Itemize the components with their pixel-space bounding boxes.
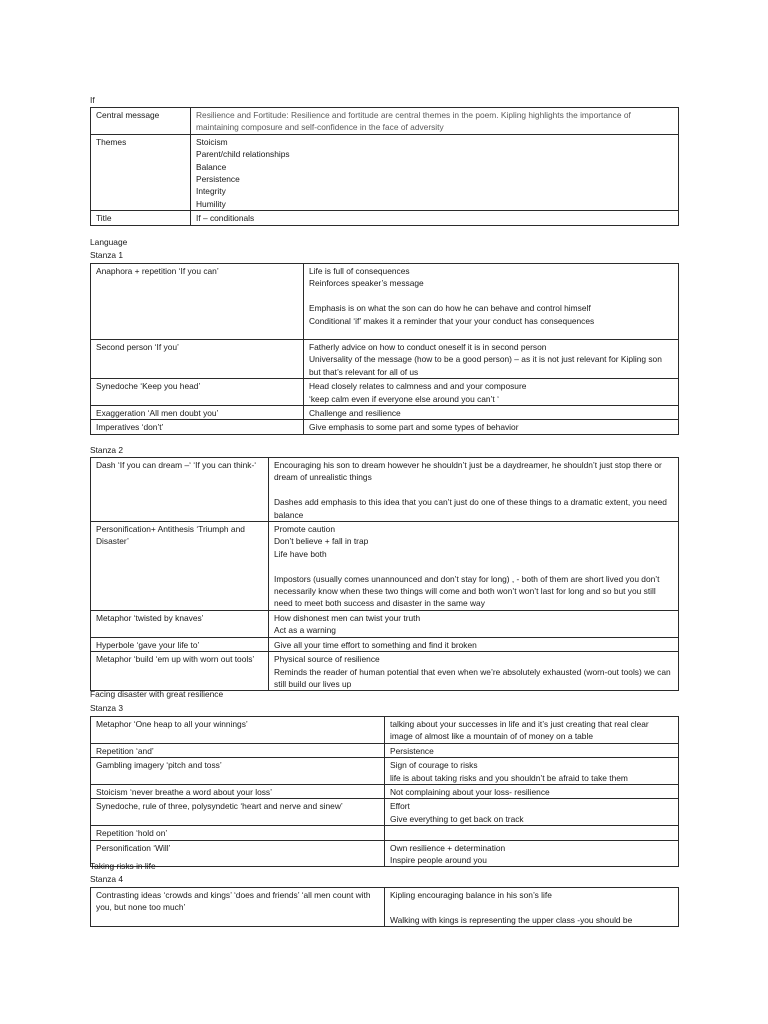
- device-cell: Metaphor ‘build ‘em up with worn out tools’: [91, 652, 269, 691]
- analysis-cell: Promote caution Don’t believe + fall in trap Life have both Impostors (usually comes unannounced and don’t stay for long) , - both of them are short lived you don’t necessarily know when these two things will come and both won’t won’t last for long and so but you still need to meet both success and disaster in the same way: [269, 522, 679, 611]
- device-cell: Metaphor ‘One heap to all your winnings’: [91, 717, 385, 744]
- table-row: [91, 420, 679, 434]
- analysis-cell: Own resilience + determination Inspire people around you: [385, 840, 679, 867]
- table-row: [91, 379, 679, 406]
- device-cell: Repetition ‘hold on’: [91, 826, 385, 840]
- table-row: [91, 134, 679, 210]
- device-cell: Contrasting ideas ‘crowds and kings’ ‘does and friends’ ‘all men count with you, but none too much’: [91, 888, 385, 927]
- explanation-cell: If – conditionals: [191, 211, 679, 225]
- table-row: [91, 108, 679, 135]
- table-row: [91, 758, 679, 785]
- table-row: [91, 264, 679, 340]
- stanza-3-heading: Stanza 3: [90, 703, 124, 713]
- analysis-cell: [385, 826, 679, 840]
- table-row: [91, 785, 679, 799]
- explanation-cell: Resilience and Fortitude: Resilience and fortitude are central themes in the poem. Kipling highlights the importance of maintaining composure and self-confidence in the face of adversity: [191, 108, 679, 135]
- table-row: [91, 826, 679, 840]
- device-cell: Personification ‘Will’: [91, 840, 385, 867]
- analysis-cell: Fatherly advice on how to conduct oneself it is in second person Universality of the message (how to be a good person) – as it is not just relevant for Kipling son but that’s relevant for all of us: [304, 340, 679, 379]
- device-cell: Personification+ Antithesis ‘Triumph and Disaster’: [91, 522, 269, 611]
- analysis-cell: Kipling encouraging balance in his son’s life Walking with kings is representing the upper class -you should be: [385, 888, 679, 927]
- device-cell: Repetition ‘and’: [91, 743, 385, 757]
- analysis-cell: Challenge and resilience: [304, 406, 679, 420]
- device-cell: Synedoche, rule of three, polysyndetic ‘heart and nerve and sinew’: [91, 799, 385, 826]
- table-row: [91, 888, 679, 927]
- stanza-4-table: [90, 887, 679, 927]
- table-row: [91, 799, 679, 826]
- stanza-2-table: [90, 457, 679, 691]
- table-row: [91, 652, 679, 691]
- stanza-4-heading: Stanza 4: [90, 874, 124, 884]
- table-row: [91, 211, 679, 225]
- table-row: [91, 717, 679, 744]
- analysis-cell: Effort Give everything to get back on track: [385, 799, 679, 826]
- section-heading-language: Language: [90, 237, 128, 247]
- device-cell: Imperatives ‘don’t’: [91, 420, 304, 434]
- analysis-cell: Give all your time effort to something and find it broken: [269, 637, 679, 651]
- device-cell: Metaphor ‘twisted by knaves’: [91, 611, 269, 638]
- analysis-cell: How dishonest men can twist your truth Act as a warning: [269, 611, 679, 638]
- stanza-3-summary: Taking risks in life: [90, 861, 156, 871]
- device-cell: Gambling imagery ‘pitch and toss’: [91, 758, 385, 785]
- table-row: [91, 611, 679, 638]
- device-cell: Hyperbole ‘gave your life to’: [91, 637, 269, 651]
- stanza-2-summary: Facing disaster with great resilience: [90, 689, 224, 699]
- stanza-3-table: [90, 716, 679, 867]
- table-row: [91, 522, 679, 611]
- term-cell: Title: [91, 211, 191, 225]
- table-row: [91, 637, 679, 651]
- device-cell: Anaphora + repetition ‘If you can’: [91, 264, 304, 340]
- analysis-cell: talking about your successes in life and it’s just creating that real clear image of almost like a mountain of of money on a table: [385, 717, 679, 744]
- overview-table: [90, 107, 679, 226]
- table-row: [91, 458, 679, 522]
- device-cell: Stoicism ‘never breathe a word about your loss’: [91, 785, 385, 799]
- analysis-cell: Give emphasis to some part and some types of behavior: [304, 420, 679, 434]
- document-title: If: [90, 95, 95, 105]
- table-row: [91, 743, 679, 757]
- term-cell: Themes: [91, 134, 191, 210]
- stanza-1-table: [90, 263, 679, 435]
- analysis-cell: Sign of courage to risks life is about taking risks and you shouldn’t be afraid to take them: [385, 758, 679, 785]
- analysis-cell: Encouraging his son to dream however he shouldn’t just be a daydreamer, he shouldn’t just stop there or dream of unrealistic things Dashes add emphasis to this idea that you can’t just do one of these things to a dramatic extent, you need balance: [269, 458, 679, 522]
- analysis-cell: Persistence: [385, 743, 679, 757]
- table-row: [91, 840, 679, 867]
- table-row: [91, 406, 679, 420]
- explanation-cell: Stoicism Parent/child relationships Balance Persistence Integrity Humility: [191, 134, 679, 210]
- stanza-2-heading: Stanza 2: [90, 445, 124, 455]
- device-cell: Dash ‘If you can dream –‘ ‘If you can think-‘: [91, 458, 269, 522]
- analysis-cell: Head closely relates to calmness and and your composure ‘keep calm even if everyone else around you can’t ‘: [304, 379, 679, 406]
- device-cell: Second person ‘If you’: [91, 340, 304, 379]
- term-cell: Central message: [91, 108, 191, 135]
- analysis-cell: Physical source of resilience Reminds the reader of human potential that even when we’re absolutely exhausted (worn-out tools) we can still build our lives up: [269, 652, 679, 691]
- stanza-1-heading: Stanza 1: [90, 250, 124, 260]
- device-cell: Exaggeration ‘All men doubt you’: [91, 406, 304, 420]
- table-row: [91, 340, 679, 379]
- analysis-cell: Not complaining about your loss- resilience: [385, 785, 679, 799]
- device-cell: Synedoche ‘Keep you head’: [91, 379, 304, 406]
- analysis-cell: Life is full of consequences Reinforces speaker’s message Emphasis is on what the son can do how he can behave and control himself Conditional ‘if’ makes it a reminder that your your conduct has consequences: [304, 264, 679, 340]
